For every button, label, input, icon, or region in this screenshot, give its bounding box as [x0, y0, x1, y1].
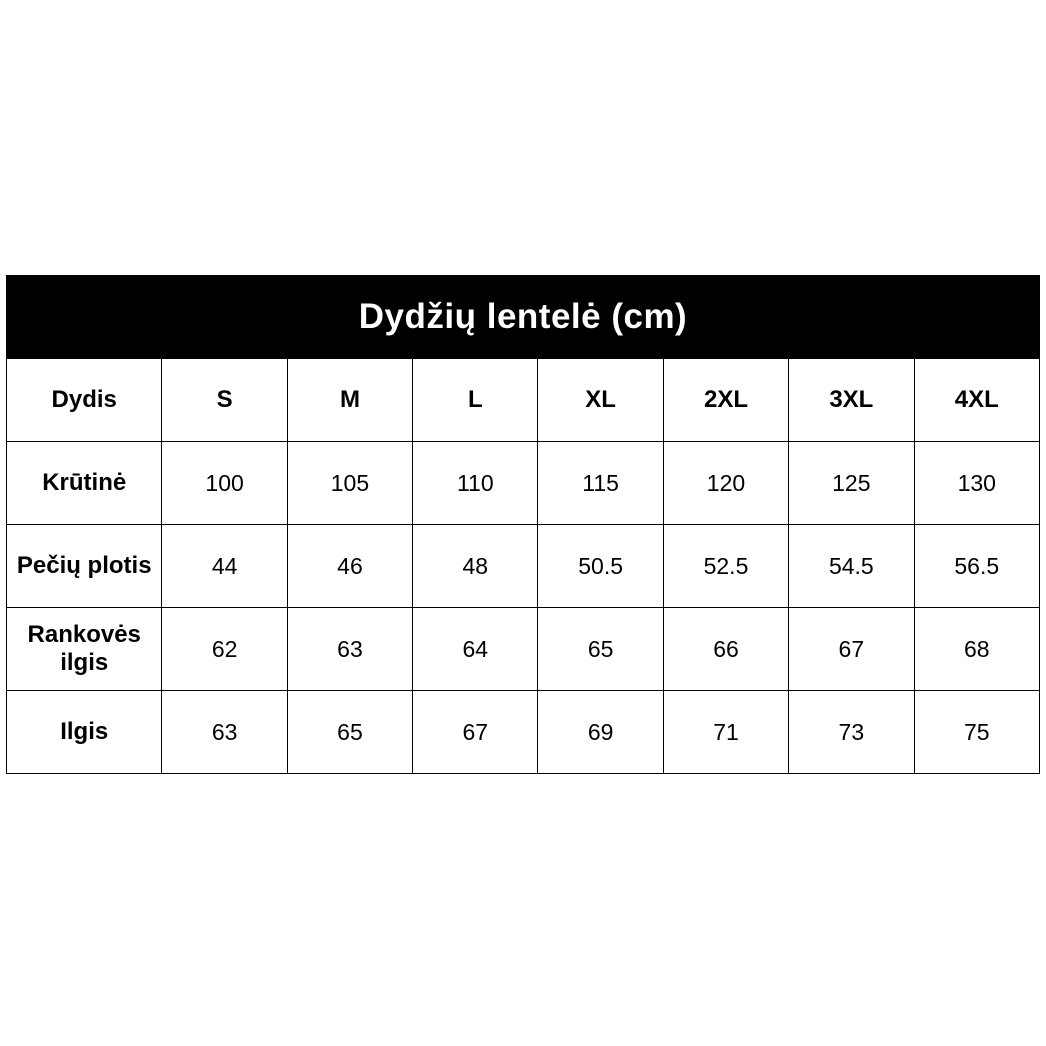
header-label-dydis: Dydis: [7, 359, 162, 442]
cell-krutine-m: 105: [287, 442, 412, 525]
cell-peciu-plotis-xl: 50.5: [538, 525, 663, 608]
cell-rankoves-ilgis-4xl: 68: [914, 608, 1040, 691]
header-size-l: L: [413, 359, 538, 442]
cell-ilgis-m: 65: [287, 691, 412, 774]
header-size-4xl: 4XL: [914, 359, 1040, 442]
cell-peciu-plotis-l: 48: [413, 525, 538, 608]
row-label-rankoves-ilgis: Rankovės ilgis: [7, 608, 162, 691]
cell-peciu-plotis-3xl: 54.5: [789, 525, 914, 608]
table-title-row: [7, 276, 1040, 359]
cell-rankoves-ilgis-m: 63: [287, 608, 412, 691]
cell-krutine-2xl: 120: [663, 442, 788, 525]
cell-krutine-s: 100: [162, 442, 287, 525]
cell-ilgis-l: 67: [413, 691, 538, 774]
table-header-row: [7, 359, 1040, 442]
header-size-2xl: 2XL: [663, 359, 788, 442]
size-table-container: [6, 275, 1040, 774]
header-size-s: S: [162, 359, 287, 442]
row-label-ilgis: Ilgis: [7, 691, 162, 774]
cell-rankoves-ilgis-l: 64: [413, 608, 538, 691]
row-label-peciu-plotis: Pečių plotis: [7, 525, 162, 608]
cell-krutine-l: 110: [413, 442, 538, 525]
cell-ilgis-2xl: 71: [663, 691, 788, 774]
size-table: [6, 275, 1040, 774]
cell-krutine-4xl: 130: [914, 442, 1040, 525]
cell-peciu-plotis-m: 46: [287, 525, 412, 608]
header-size-xl: XL: [538, 359, 663, 442]
cell-krutine-3xl: 125: [789, 442, 914, 525]
header-size-m: M: [287, 359, 412, 442]
table-row: [7, 691, 1040, 774]
cell-ilgis-4xl: 75: [914, 691, 1040, 774]
cell-peciu-plotis-4xl: 56.5: [914, 525, 1040, 608]
cell-ilgis-3xl: 73: [789, 691, 914, 774]
cell-rankoves-ilgis-3xl: 67: [789, 608, 914, 691]
cell-ilgis-s: 63: [162, 691, 287, 774]
table-row: [7, 608, 1040, 691]
table-row: [7, 525, 1040, 608]
row-label-krutine: Krūtinė: [7, 442, 162, 525]
table-title: Dydžių lentelė (cm): [7, 276, 1040, 359]
table-row: [7, 442, 1040, 525]
cell-ilgis-xl: 69: [538, 691, 663, 774]
cell-rankoves-ilgis-xl: 65: [538, 608, 663, 691]
cell-krutine-xl: 115: [538, 442, 663, 525]
header-size-3xl: 3XL: [789, 359, 914, 442]
cell-peciu-plotis-2xl: 52.5: [663, 525, 788, 608]
cell-rankoves-ilgis-2xl: 66: [663, 608, 788, 691]
cell-peciu-plotis-s: 44: [162, 525, 287, 608]
cell-rankoves-ilgis-s: 62: [162, 608, 287, 691]
